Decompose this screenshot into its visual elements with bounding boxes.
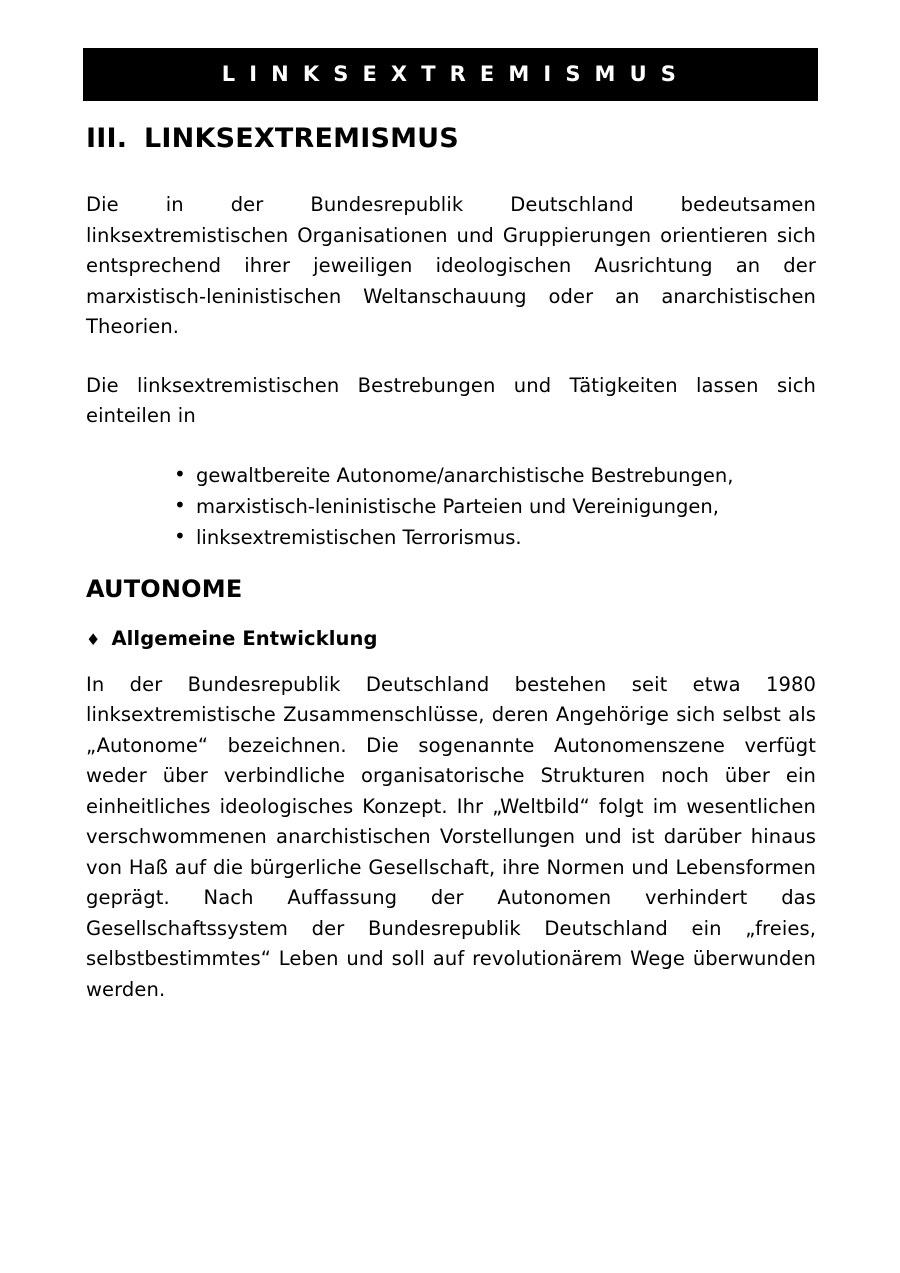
chapter-title: LINKSEXTREMISMUS <box>144 123 459 154</box>
chapter-heading <box>86 123 816 154</box>
header-rule-bottom <box>83 93 818 101</box>
lead-in-paragraph: Die linksextremistischen Bestrebungen und Tätigkeiten lassen sich einteilen in <box>86 373 816 427</box>
subsection-title: Allgemeine Entwicklung <box>111 626 378 650</box>
list-item: • linksextremistischen Terrorismus. <box>174 522 816 553</box>
subsection-heading <box>86 627 816 650</box>
running-header-band <box>83 48 818 101</box>
list-item: • gewaltbereite Autonome/anarchistische Bestrebungen, <box>174 460 816 491</box>
autonome-paragraph: In der Bundesrepublik Deutschland bestehen seit etwa 1980 linksextremistische Zusammenschlüsse, deren Angehörige sich selbst als „Autonome“ bezeichnen. Die sogenannte Autonomenszene verfügt weder über verbindliche organisatorische Strukturen noch über ein einheitliches ideologisches Konzept. Ihr „Weltbild“ folgt im wesentlichen verschwommenen anarchistischen Vorstellungen und ist darüber hinaus von Haß auf die bürgerliche Gesellschaft, ihre Normen und Lebensformen geprägt. Nach Auffassung der Autonomen verhindert das Gesellschaftssystem der Bundesrepublik Deutschland ein „freies, selbstbestimmtes“ Leben und soll auf revolutionärem Wege überwunden werden. <box>86 672 816 1001</box>
header-rule-top <box>83 48 818 55</box>
list-item: • marxistisch-leninistische Parteien und Vereinigungen, <box>174 491 816 522</box>
chapter-number: III. <box>86 123 128 154</box>
bullet-list <box>86 460 816 553</box>
section-heading-autonome: AUTONOME <box>86 574 243 603</box>
diamond-bullet-icon: ♦ <box>86 629 101 649</box>
running-header-title: L I N K S E X T R E M I S M U S <box>221 62 680 86</box>
document-content <box>86 123 816 1005</box>
intro-paragraph: Die in der Bundesrepublik Deutschland bedeutsamen linksextremistischen Organisationen und Gruppierungen orientieren sich entsprechend ihrer jeweiligen ideologischen Ausrichtung an der marxistisch-leninistischen Weltanschauung oder an anarchistischen Theorien. <box>86 193 816 338</box>
